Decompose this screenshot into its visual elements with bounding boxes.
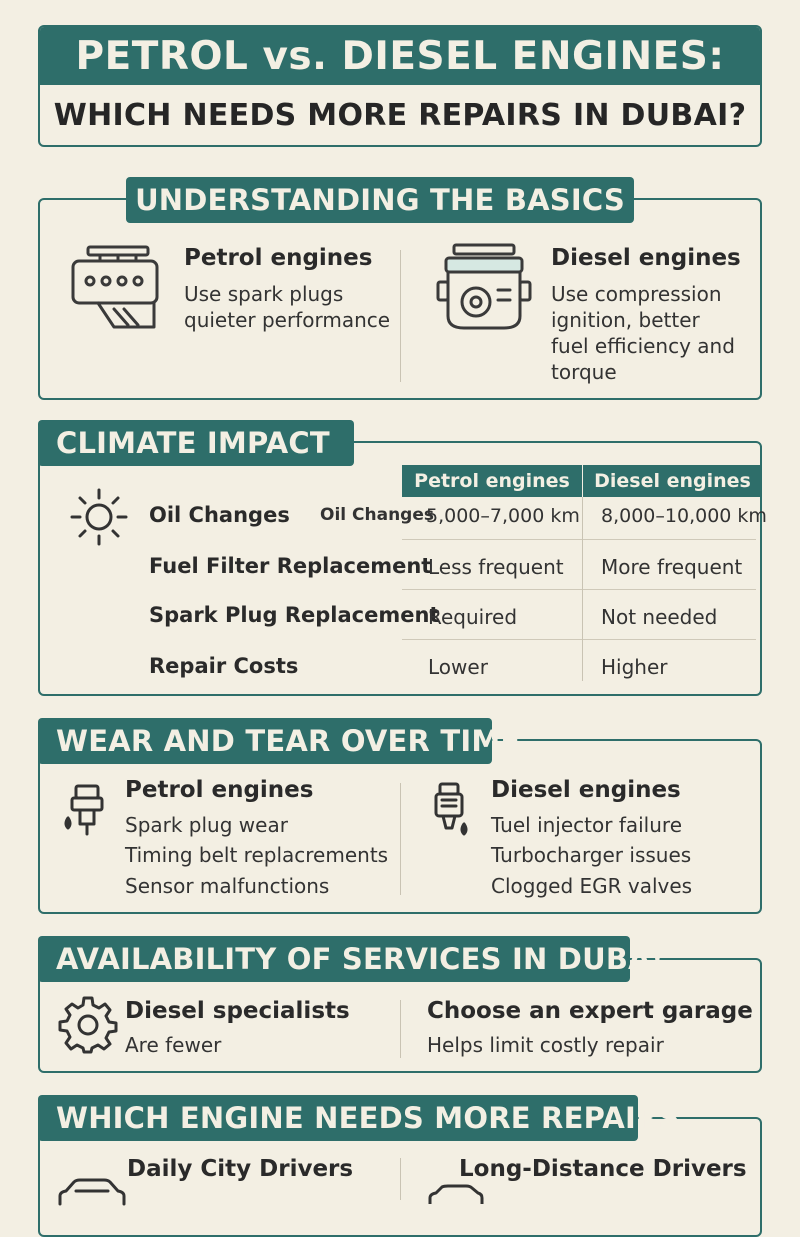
climate-cell-petrol: Lower: [428, 655, 488, 679]
petrol-engine-icon: [68, 243, 164, 333]
services-right-heading: Choose an expert garage: [427, 998, 753, 1024]
wear-divider: [400, 783, 401, 895]
climate-row-label: Spark Plug Replacement: [149, 603, 440, 627]
repairs-left-heading: Daily City Drivers: [127, 1156, 354, 1182]
wear-diesel-heading: Diesel engines: [491, 777, 681, 803]
climate-cell-diesel: More frequent: [601, 555, 743, 579]
fuel-injector-icon: [430, 780, 474, 838]
table-divider: [402, 639, 756, 640]
basics-section-title: UNDERSTANDING THE BASICS: [126, 177, 634, 223]
repairs-section-title: WHICH ENGINE NEEDS MORE REPAIRS: [38, 1095, 638, 1141]
services-right-line: Helps limit costly repair: [427, 1033, 664, 1057]
services-divider: [400, 1000, 401, 1058]
table-divider: [402, 539, 756, 540]
climate-cell-diesel: Higher: [601, 655, 668, 679]
wear-diesel-line-2: Turbocharger issues: [491, 843, 692, 867]
header-title-bar: [40, 27, 760, 85]
climate-row-label: Repair Costs: [149, 654, 299, 678]
services-section-title: AVAILABILITY OF SERVICES IN DUBA!: [38, 936, 630, 982]
climate-col-diesel: Diesel engines: [582, 465, 762, 497]
climate-col-petrol: Petrol engines: [402, 465, 582, 497]
page-subtitle: WHICH NEEDS MORE REPAIRS IN DUBAI?: [53, 97, 747, 133]
table-col-divider: [582, 497, 583, 681]
services-left-heading: Diesel specialists: [125, 998, 350, 1024]
wear-petrol-line-3: Sensor malfunctions: [125, 874, 330, 898]
climate-cell-diesel: 8,000–10,000 km: [601, 505, 767, 527]
repairs-divider: [400, 1158, 401, 1200]
basics-diesel-line-2: ignition, better: [551, 308, 700, 332]
climate-row-sublabel: Oil Changes: [320, 505, 434, 525]
gear-icon: [58, 994, 118, 1054]
page-title: PETROL vs. DIESEL ENGINES:: [75, 33, 725, 79]
spark-plug-icon: [62, 782, 112, 840]
climate-row-label: Oil Changes: [149, 503, 290, 527]
wear-petrol-line-2: Timing belt replacrements: [125, 843, 389, 867]
table-divider: [402, 589, 756, 590]
wear-diesel-line-3: Clogged EGR valves: [491, 874, 693, 898]
climate-section-title: CLIMATE IMPACT: [38, 420, 354, 466]
sun-icon: [70, 488, 128, 546]
climate-cell-petrol: Required: [428, 605, 518, 629]
basics-petrol-line-1: Use spark plugs: [184, 282, 344, 306]
climate-row-label: Fuel Filter Replacement: [149, 554, 432, 578]
wear-section-title: WEAR AND TEAR OVER TIME: [38, 718, 492, 764]
wear-petrol-line-1: Spark plug wear: [125, 813, 288, 837]
climate-cell-diesel: Not needed: [601, 605, 718, 629]
basics-diesel-line-1: Use compression: [551, 282, 722, 306]
basics-diesel-line-3: fuel efficiency and: [551, 334, 735, 358]
wear-diesel-line-1: Tuel injector failure: [491, 813, 682, 837]
car-icon: [56, 1176, 128, 1206]
basics-petrol-line-2: quieter performance: [184, 308, 391, 332]
climate-cell-petrol: Less frequent: [428, 555, 564, 579]
basics-divider: [400, 250, 401, 382]
wear-petrol-heading: Petrol engines: [125, 777, 314, 803]
services-left-line: Are fewer: [125, 1033, 222, 1057]
basics-diesel-heading: Diesel engines: [551, 245, 741, 271]
header-banner: [38, 25, 762, 147]
basics-diesel-line-4: torque: [551, 360, 617, 384]
basics-petrol-heading: Petrol engines: [184, 245, 373, 271]
car-icon: [426, 1184, 486, 1204]
diesel-engine-icon: [434, 242, 534, 334]
climate-cell-petrol: 5,000–7,000 km: [426, 505, 580, 527]
repairs-right-heading: Long-Distance Drivers: [459, 1156, 747, 1182]
